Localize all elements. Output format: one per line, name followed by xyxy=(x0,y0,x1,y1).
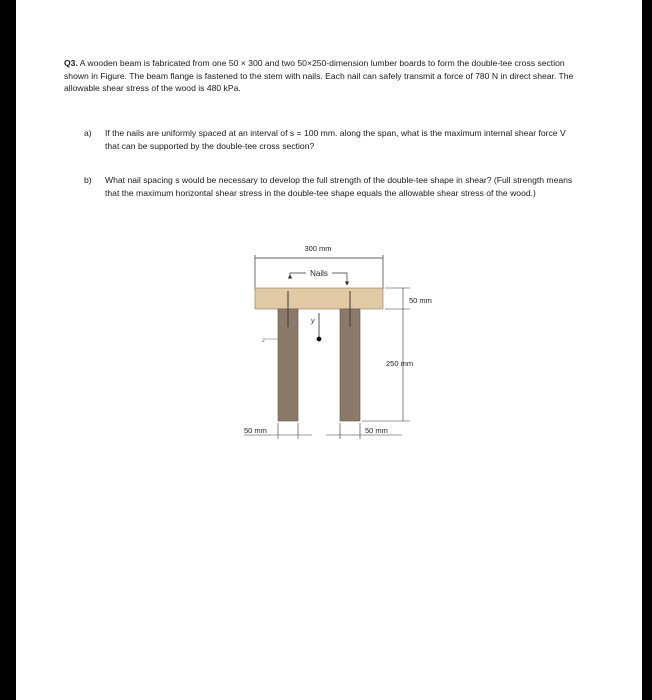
width-label: 300 mm xyxy=(304,244,332,253)
part-a xyxy=(84,127,574,152)
stem-right-width-label: 50 mm xyxy=(365,426,388,435)
question-number: Q3. xyxy=(64,58,78,68)
question-text: A wooden beam is fabricated from one 50 × 300 and two 50×250-dimension lumber boards to form the double-tee cross section shown in Figure. The beam flange is fastened to the stem with nails. Each nail can safely transmit a force of 780 N in direct shear. The allowable shear stress of the wood is 480 kPa. xyxy=(64,58,574,94)
part-a-text: If the nails are uniformly spaced at an interval of s = 100 mm. along the span, what is the maximum internal shear force V that can be supported by the double-tee cross section? xyxy=(105,128,566,151)
flange-thickness-label: 50 mm xyxy=(409,296,432,305)
nail-leader-right xyxy=(332,273,347,285)
axis-z-label: z xyxy=(262,338,265,344)
axis-y-label: y xyxy=(311,318,315,325)
part-b xyxy=(84,174,574,199)
stem-left-width-label: 50 mm xyxy=(244,426,267,435)
stem-height-label: 250 mm xyxy=(386,359,414,368)
part-b-label: b) xyxy=(84,175,92,185)
left-frame-border xyxy=(0,0,16,700)
nail-leader-left xyxy=(290,273,306,275)
part-a-label: a) xyxy=(84,128,92,138)
nails-label: Nails xyxy=(310,269,328,278)
centroid-marker xyxy=(317,337,322,342)
double-tee-figure xyxy=(220,235,440,445)
flange-board xyxy=(255,288,383,309)
part-b-text: What nail spacing s would be necessary to develop the full strength of the double-tee shape in shear? (Full strength means that the maximum horizontal shear stress in the double-tee shape equals the allowable shear stress of the wood.) xyxy=(105,175,573,198)
question-statement xyxy=(64,57,574,95)
right-frame-border xyxy=(642,0,652,700)
